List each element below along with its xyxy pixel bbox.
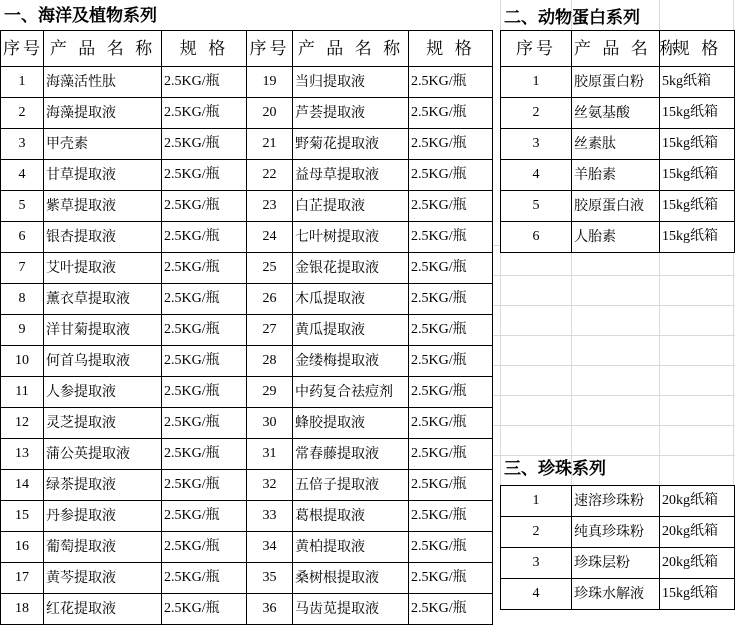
- product-name: 速溶珍珠粉: [572, 486, 660, 517]
- table-row: [247, 315, 493, 346]
- table-row: [501, 67, 735, 98]
- product-spec: 20kg纸箱: [660, 517, 735, 548]
- item-number: 3: [501, 129, 572, 160]
- section2-title: 二、动物蛋白系列: [504, 8, 640, 28]
- item-number: 27: [247, 315, 293, 346]
- item-number: 3: [501, 548, 572, 579]
- product-spec: 2.5KG/瓶: [162, 346, 247, 377]
- item-number: 20: [247, 98, 293, 129]
- item-number: 1: [501, 486, 572, 517]
- item-number: 33: [247, 501, 293, 532]
- table-row: [247, 346, 493, 377]
- product-spec: 15kg纸箱: [660, 222, 735, 253]
- table-row: [247, 408, 493, 439]
- table-row: [247, 377, 493, 408]
- product-name: 丝氨基酸: [572, 98, 660, 129]
- table-row: [1, 284, 247, 315]
- product-name: 黄瓜提取液: [293, 315, 409, 346]
- item-number: 24: [247, 222, 293, 253]
- product-spec: 2.5KG/瓶: [409, 191, 493, 222]
- product-name: 胶原蛋白粉: [572, 67, 660, 98]
- plant-series-table-left: [0, 30, 247, 625]
- product-spec: 2.5KG/瓶: [162, 160, 247, 191]
- header-no: 序号: [247, 31, 293, 67]
- product-spec: 2.5KG/瓶: [162, 191, 247, 222]
- product-name: 益母草提取液: [293, 160, 409, 191]
- product-spec: 2.5KG/瓶: [409, 470, 493, 501]
- product-name: 蒲公英提取液: [44, 439, 162, 470]
- table-row: [247, 67, 493, 98]
- product-spec: 2.5KG/瓶: [162, 532, 247, 563]
- product-spec: 2.5KG/瓶: [409, 98, 493, 129]
- product-spec: 2.5KG/瓶: [409, 253, 493, 284]
- product-spec: 2.5KG/瓶: [162, 222, 247, 253]
- product-name: 纯真珍珠粉: [572, 517, 660, 548]
- table-row: [247, 284, 493, 315]
- section1-title: 一、海洋及植物系列: [4, 6, 157, 26]
- product-spec: 2.5KG/瓶: [162, 284, 247, 315]
- item-number: 29: [247, 377, 293, 408]
- item-number: 21: [247, 129, 293, 160]
- product-name: 绿茶提取液: [44, 470, 162, 501]
- header-spec: 规 格: [162, 31, 247, 67]
- product-name: 马齿苋提取液: [293, 594, 409, 625]
- product-spec: 2.5KG/瓶: [409, 563, 493, 594]
- product-name: 海藻提取液: [44, 98, 162, 129]
- table-row: [501, 517, 735, 548]
- table-row: [501, 548, 735, 579]
- table-row: [501, 160, 735, 191]
- item-number: 4: [501, 579, 572, 610]
- product-name: 五倍子提取液: [293, 470, 409, 501]
- product-name: 七叶树提取液: [293, 222, 409, 253]
- table-row: [1, 470, 247, 501]
- table-row: [501, 191, 735, 222]
- item-number: 13: [1, 439, 44, 470]
- table-row: [247, 470, 493, 501]
- table-header-row: [247, 31, 493, 67]
- product-name: 灵芝提取液: [44, 408, 162, 439]
- product-spec: 2.5KG/瓶: [162, 98, 247, 129]
- item-number: 19: [247, 67, 293, 98]
- product-spec: 2.5KG/瓶: [409, 284, 493, 315]
- table-row: [1, 532, 247, 563]
- table-row: [1, 346, 247, 377]
- item-number: 11: [1, 377, 44, 408]
- table-header-row: [1, 31, 247, 67]
- item-number: 23: [247, 191, 293, 222]
- product-name: 金缕梅提取液: [293, 346, 409, 377]
- item-number: 35: [247, 563, 293, 594]
- product-name: 丝素肽: [572, 129, 660, 160]
- item-number: 6: [1, 222, 44, 253]
- table-row: [501, 222, 735, 253]
- product-name: 人参提取液: [44, 377, 162, 408]
- product-spec: 2.5KG/瓶: [409, 129, 493, 160]
- product-spec: 2.5KG/瓶: [409, 501, 493, 532]
- product-name: 木瓜提取液: [293, 284, 409, 315]
- product-name: 蜂胶提取液: [293, 408, 409, 439]
- item-number: 8: [1, 284, 44, 315]
- table-row: [1, 377, 247, 408]
- product-name: 丹参提取液: [44, 501, 162, 532]
- product-spec: 2.5KG/瓶: [162, 253, 247, 284]
- product-spec: 2.5KG/瓶: [162, 377, 247, 408]
- table-row: [1, 563, 247, 594]
- section3-title: 三、珍珠系列: [504, 459, 606, 479]
- header-name: 产 品 名 称: [572, 31, 660, 67]
- product-spec: 2.5KG/瓶: [409, 439, 493, 470]
- product-spec: 2.5KG/瓶: [162, 408, 247, 439]
- table-row: [1, 67, 247, 98]
- product-name: 当归提取液: [293, 67, 409, 98]
- product-spec: 2.5KG/瓶: [409, 346, 493, 377]
- product-name: 野菊花提取液: [293, 129, 409, 160]
- item-number: 28: [247, 346, 293, 377]
- product-spec: 2.5KG/瓶: [409, 532, 493, 563]
- product-spec: 15kg纸箱: [660, 579, 735, 610]
- product-spec: 2.5KG/瓶: [162, 563, 247, 594]
- header-spec: 规 格: [660, 31, 735, 67]
- product-name: 白芷提取液: [293, 191, 409, 222]
- product-spec: 2.5KG/瓶: [409, 67, 493, 98]
- product-name: 金银花提取液: [293, 253, 409, 284]
- item-number: 2: [1, 98, 44, 129]
- product-name: 黄柏提取液: [293, 532, 409, 563]
- table-row: [501, 98, 735, 129]
- table-row: [1, 315, 247, 346]
- product-spec: 2.5KG/瓶: [409, 594, 493, 625]
- product-spec: 2.5KG/瓶: [409, 408, 493, 439]
- product-name: 中药复合祛痘剂: [293, 377, 409, 408]
- table-row: [247, 129, 493, 160]
- item-number: 4: [501, 160, 572, 191]
- product-spec: 15kg纸箱: [660, 129, 735, 160]
- product-spec: 15kg纸箱: [660, 191, 735, 222]
- item-number: 25: [247, 253, 293, 284]
- product-name: 葡萄提取液: [44, 532, 162, 563]
- item-number: 10: [1, 346, 44, 377]
- product-spec: 2.5KG/瓶: [162, 470, 247, 501]
- product-name: 常春藤提取液: [293, 439, 409, 470]
- item-number: 17: [1, 563, 44, 594]
- product-name: 红花提取液: [44, 594, 162, 625]
- product-name: 羊胎素: [572, 160, 660, 191]
- item-number: 14: [1, 470, 44, 501]
- product-spec: 2.5KG/瓶: [409, 315, 493, 346]
- item-number: 30: [247, 408, 293, 439]
- item-number: 9: [1, 315, 44, 346]
- item-number: 7: [1, 253, 44, 284]
- item-number: 2: [501, 517, 572, 548]
- item-number: 15: [1, 501, 44, 532]
- item-number: 16: [1, 532, 44, 563]
- product-spec: 15kg纸箱: [660, 98, 735, 129]
- item-number: 4: [1, 160, 44, 191]
- product-name: 珍珠水解液: [572, 579, 660, 610]
- product-name: 甲壳素: [44, 129, 162, 160]
- item-number: 26: [247, 284, 293, 315]
- table-row: [1, 129, 247, 160]
- item-number: 12: [1, 408, 44, 439]
- product-name: 何首乌提取液: [44, 346, 162, 377]
- item-number: 36: [247, 594, 293, 625]
- product-name: 人胎素: [572, 222, 660, 253]
- item-number: 18: [1, 594, 44, 625]
- pearl-series-table: [500, 485, 735, 610]
- table-row: [247, 563, 493, 594]
- table-row: [1, 160, 247, 191]
- table-row: [1, 594, 247, 625]
- product-name: 海藻活性肽: [44, 67, 162, 98]
- table-row: [247, 594, 493, 625]
- item-number: 22: [247, 160, 293, 191]
- product-spec: 2.5KG/瓶: [162, 594, 247, 625]
- plant-series-table-right: [246, 30, 493, 625]
- table-row: [247, 222, 493, 253]
- item-number: 5: [501, 191, 572, 222]
- product-name: 甘草提取液: [44, 160, 162, 191]
- table-row: [1, 439, 247, 470]
- product-name: 银杏提取液: [44, 222, 162, 253]
- table-row: [1, 191, 247, 222]
- item-number: 2: [501, 98, 572, 129]
- product-name: 葛根提取液: [293, 501, 409, 532]
- product-spec: 2.5KG/瓶: [409, 160, 493, 191]
- table-row: [1, 253, 247, 284]
- product-spec: 2.5KG/瓶: [162, 439, 247, 470]
- product-spec: 2.5KG/瓶: [409, 377, 493, 408]
- product-spec: 15kg纸箱: [660, 160, 735, 191]
- header-no: 序号: [1, 31, 44, 67]
- table-row: [247, 160, 493, 191]
- header-name: 产 品 名 称: [293, 31, 409, 67]
- table-header-row: [501, 31, 735, 67]
- animal-protein-table: [500, 30, 735, 253]
- table-row: [247, 191, 493, 222]
- table-row: [247, 253, 493, 284]
- table-row: [247, 532, 493, 563]
- item-number: 1: [1, 67, 44, 98]
- table-row: [247, 439, 493, 470]
- item-number: 1: [501, 67, 572, 98]
- table-row: [247, 98, 493, 129]
- product-name: 桑树根提取液: [293, 563, 409, 594]
- product-name: 珍珠层粉: [572, 548, 660, 579]
- product-spec: 20kg纸箱: [660, 548, 735, 579]
- product-spec: 2.5KG/瓶: [162, 67, 247, 98]
- product-spec: 20kg纸箱: [660, 486, 735, 517]
- product-name: 艾叶提取液: [44, 253, 162, 284]
- table-row: [1, 222, 247, 253]
- product-spec: 2.5KG/瓶: [409, 222, 493, 253]
- product-name: 胶原蛋白液: [572, 191, 660, 222]
- table-row: [1, 501, 247, 532]
- table-row: [501, 129, 735, 160]
- product-spec: 2.5KG/瓶: [162, 129, 247, 160]
- item-number: 32: [247, 470, 293, 501]
- product-name: 芦荟提取液: [293, 98, 409, 129]
- product-name: 薰衣草提取液: [44, 284, 162, 315]
- product-spec: 2.5KG/瓶: [162, 501, 247, 532]
- product-spec: 2.5KG/瓶: [162, 315, 247, 346]
- product-name: 洋甘菊提取液: [44, 315, 162, 346]
- item-number: 34: [247, 532, 293, 563]
- table-row: [1, 408, 247, 439]
- item-number: 3: [1, 129, 44, 160]
- item-number: 6: [501, 222, 572, 253]
- product-name: 紫草提取液: [44, 191, 162, 222]
- table-row: [501, 486, 735, 517]
- table-row: [501, 579, 735, 610]
- header-name: 产 品 名 称: [44, 31, 162, 67]
- header-spec: 规 格: [409, 31, 493, 67]
- table-row: [247, 501, 493, 532]
- product-spec: 5kg纸箱: [660, 67, 735, 98]
- table-row: [1, 98, 247, 129]
- item-number: 31: [247, 439, 293, 470]
- product-name: 黄芩提取液: [44, 563, 162, 594]
- header-no: 序号: [501, 31, 572, 67]
- item-number: 5: [1, 191, 44, 222]
